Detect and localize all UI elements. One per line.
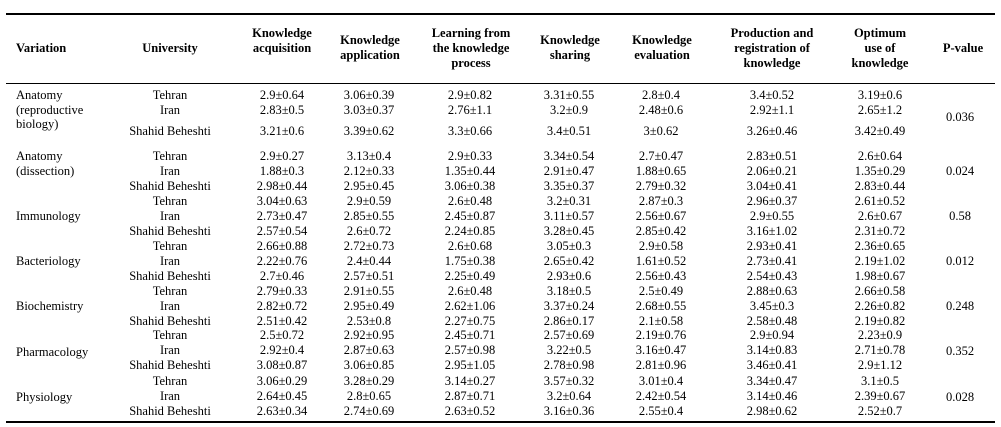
table-cell: 3.16±0.36 [543,404,595,418]
table-cell: 2.56±0.67 [635,209,687,223]
table-cell: 3.21±0.6 [259,124,305,138]
header-variation: Variation [16,41,67,55]
table-cell: 2.57±0.98 [444,343,496,357]
table-cell: 2.27±0.75 [444,314,496,328]
table-cell: 2.23±0.9 [857,328,903,342]
row-university: Iran [159,209,181,223]
table-cell: 2.62±1.06 [444,299,496,313]
row-university: Iran [159,103,181,117]
table-cell: 3.28±0.45 [543,224,595,238]
table-cell: 2.98±0.62 [746,404,798,418]
table-cell: 2.87±0.63 [343,343,395,357]
table-cell: 2.7±0.46 [259,269,305,283]
table-cell: 3.18±0.5 [546,284,592,298]
table-cell: 2.71±0.78 [854,343,906,357]
table-cell: 2.24±0.85 [444,224,496,238]
table-cell: 2.9±0.55 [749,209,795,223]
table-cell: 2.5±0.49 [638,284,684,298]
table-header-rule [6,83,995,84]
table-cell: 3.14±0.27 [444,374,496,388]
row-university: Tehran [152,374,188,388]
table-cell: 2.66±0.88 [256,239,308,253]
row-p-value: 0.58 [949,209,971,223]
table-cell: 3.14±0.83 [746,343,798,357]
table-cell: 2.6±0.68 [447,239,493,253]
row-p-value: 0.248 [945,299,975,313]
row-variation: Immunology [16,209,81,223]
table-cell: 2.5±0.72 [259,328,305,342]
table-cell: 2.95±1.05 [444,358,496,372]
row-university: Shahid Beheshti [129,179,211,193]
table-cell: 2.92±0.95 [343,328,395,342]
table-cell: 1.88±0.65 [635,164,687,178]
table-cell: 2.53±0.8 [346,314,392,328]
table-cell: 1.35±0.29 [854,164,906,178]
row-university: Shahid Beheshti [129,224,211,238]
table-cell: 2.92±0.4 [259,343,305,357]
table-cell: 2.73±0.47 [256,209,308,223]
table-cell: 2.8±0.4 [641,88,681,102]
table-cell: 2.9±0.59 [346,194,392,208]
row-university: Tehran [152,328,188,342]
table-cell: 2.42±0.54 [635,389,687,403]
table-top-rule [6,13,995,15]
row-university: Iran [159,389,181,403]
table-cell: 2.57±0.54 [256,224,308,238]
row-university: Tehran [152,194,188,208]
header-p-value: P-value [942,41,984,55]
table-cell: 3.05±0.3 [546,239,592,253]
table-cell: 3.04±0.41 [746,179,798,193]
row-university: Shahid Beheshti [129,314,211,328]
row-variation: Pharmacology [16,345,89,359]
table-cell: 3.39±0.62 [343,124,395,138]
table-cell: 3.42±0.49 [854,124,906,138]
table-cell: 3.35±0.37 [543,179,595,193]
table-cell: 2.55±0.4 [638,404,684,418]
table-cell: 3.22±0.5 [546,343,592,357]
table-cell: 2.87±0.3 [638,194,684,208]
table-cell: 2.68±0.55 [635,299,687,313]
row-university: Shahid Beheshti [129,404,211,418]
table-cell: 3.46±0.41 [746,358,798,372]
table-cell: 2.96±0.37 [746,194,798,208]
table-cell: 1.61±0.52 [635,254,687,268]
table-cell: 2.6±0.48 [447,284,493,298]
table-cell: 2.9±0.82 [447,88,493,102]
table-cell: 2.51±0.42 [256,314,308,328]
table-cell: 2.19±1.02 [854,254,906,268]
row-university: Iran [159,164,181,178]
table-cell: 3.06±0.29 [256,374,308,388]
table-cell: 3.37±0.24 [543,299,595,313]
row-variation: Bacteriology [16,254,81,268]
table-cell: 3.16±0.47 [635,343,687,357]
table-cell: 2.39±0.67 [854,389,906,403]
table-cell: 2.56±0.43 [635,269,687,283]
table-cell: 3.26±0.46 [746,124,798,138]
row-university: Tehran [152,239,188,253]
table-cell: 2.1±0.58 [638,314,684,328]
row-p-value: 0.012 [945,254,975,268]
table-cell: 2.25±0.49 [444,269,496,283]
table-cell: 2.85±0.55 [343,209,395,223]
table-cell: 2.9±0.94 [749,328,795,342]
table-cell: 2.65±1.2 [857,103,903,117]
table-cell: 3.4±0.52 [749,88,795,102]
table-cell: 2.72±0.73 [343,239,395,253]
table-cell: 2.64±0.45 [256,389,308,403]
table-cell: 2.81±0.96 [635,358,687,372]
table-cell: 2.48±0.6 [638,103,684,117]
table-cell: 3.57±0.32 [543,374,595,388]
table-cell: 2.45±0.71 [444,328,496,342]
table-cell: 2.9±1.12 [857,358,903,372]
header-knowledge-acquisition: Knowledge acquisition [252,26,312,55]
table-cell: 2.19±0.82 [854,314,906,328]
row-variation: Anatomy (dissection) [16,149,75,178]
row-university: Iran [159,299,181,313]
table-cell: 2.61±0.52 [854,194,906,208]
table-cell: 1.88±0.3 [259,164,305,178]
table-cell: 2.6±0.64 [857,149,903,163]
table-cell: 2.7±0.47 [638,149,684,163]
row-university: Shahid Beheshti [129,124,211,138]
header-knowledge-evaluation: Knowledge evaluation [632,33,692,62]
table-cell: 2.06±0.21 [746,164,798,178]
table-cell: 3.04±0.63 [256,194,308,208]
table-cell: 2.4±0.44 [346,254,392,268]
table-cell: 2.63±0.52 [444,404,496,418]
table-cell: 1.98±0.67 [854,269,906,283]
table-cell: 2.57±0.69 [543,328,595,342]
table-cell: 3.2±0.31 [546,194,592,208]
table-cell: 2.88±0.63 [746,284,798,298]
table-cell: 2.63±0.34 [256,404,308,418]
row-p-value: 0.028 [945,390,975,404]
table-cell: 2.82±0.72 [256,299,308,313]
table-cell: 2.58±0.48 [746,314,798,328]
table-cell: 2.22±0.76 [256,254,308,268]
row-p-value: 0.352 [945,344,975,358]
row-university: Tehran [152,149,188,163]
table-cell: 2.86±0.17 [543,314,595,328]
row-university: Shahid Beheshti [129,269,211,283]
table-cell: 2.54±0.43 [746,269,798,283]
table-cell: 2.57±0.51 [343,269,395,283]
table-cell: 3.2±0.64 [546,389,592,403]
table-cell: 2.91±0.47 [543,164,595,178]
table-cell: 3.4±0.51 [546,124,592,138]
table-cell: 3.31±0.55 [543,88,595,102]
table-cell: 2.76±1.1 [447,103,493,117]
table-cell: 3.34±0.54 [543,149,595,163]
header-optimum-use: Optimum use of knowledge [851,26,909,70]
table-cell: 2.8±0.65 [346,389,392,403]
table-cell: 2.9±0.33 [447,149,493,163]
table-cell: 1.35±0.44 [444,164,496,178]
table-cell: 3.45±0.3 [749,299,795,313]
table-cell: 3.2±0.9 [549,103,589,117]
table-cell: 2.98±0.44 [256,179,308,193]
table-cell: 2.31±0.72 [854,224,906,238]
table-cell: 2.78±0.98 [543,358,595,372]
table-cell: 2.6±0.67 [857,209,903,223]
row-p-value: 0.036 [945,110,975,124]
row-university: Tehran [152,284,188,298]
table-cell: 3.03±0.37 [343,103,395,117]
table-cell: 2.87±0.71 [444,389,496,403]
header-knowledge-sharing: Knowledge sharing [540,33,600,62]
table-cell: 2.26±0.82 [854,299,906,313]
table-cell: 2.83±0.51 [746,149,798,163]
table-cell: 2.79±0.32 [635,179,687,193]
table-cell: 2.12±0.33 [343,164,395,178]
table-cell: 2.9±0.64 [259,88,305,102]
row-university: Iran [159,343,181,357]
table-cell: 3.1±0.5 [860,374,900,388]
table-cell: 2.9±0.27 [259,149,305,163]
table-cell: 2.74±0.69 [343,404,395,418]
table-cell: 3±0.62 [643,124,679,138]
table-cell: 3.08±0.87 [256,358,308,372]
table-cell: 3.11±0.57 [543,209,595,223]
table-cell: 3.28±0.29 [343,374,395,388]
table-cell: 2.91±0.55 [343,284,395,298]
table-cell: 3.13±0.4 [346,149,392,163]
table-cell: 3.14±0.46 [746,389,798,403]
table-cell: 2.95±0.49 [343,299,395,313]
header-learning-from-knowledge-process: Learning from the knowledge process [431,26,511,70]
table-cell: 2.73±0.41 [746,254,798,268]
table-cell: 3.06±0.38 [444,179,496,193]
row-university: Shahid Beheshti [129,358,211,372]
table-cell: 2.83±0.44 [854,179,906,193]
table-cell: 2.36±0.65 [854,239,906,253]
table-cell: 1.75±0.38 [444,254,496,268]
table-cell: 2.9±0.58 [638,239,684,253]
header-university: University [142,41,198,55]
table-cell: 2.93±0.6 [546,269,592,283]
table-cell: 2.19±0.76 [635,328,687,342]
table-cell: 3.34±0.47 [746,374,798,388]
header-production-registration: Production and registration of knowledge [730,26,814,70]
row-university: Tehran [152,88,188,102]
table-cell: 2.66±0.58 [854,284,906,298]
table-cell: 2.79±0.33 [256,284,308,298]
table-cell: 2.95±0.45 [343,179,395,193]
table-cell: 3.01±0.4 [638,374,684,388]
table-cell: 2.65±0.42 [543,254,595,268]
table-cell: 2.45±0.87 [444,209,496,223]
row-variation: Biochemistry [16,299,84,313]
table-cell: 3.16±1.02 [746,224,798,238]
table-cell: 2.52±0.7 [857,404,903,418]
row-university: Iran [159,254,181,268]
header-knowledge-application: Knowledge application [340,33,400,62]
table-bottom-rule [6,421,995,423]
table-cell: 2.92±1.1 [749,103,795,117]
table-cell: 2.6±0.48 [447,194,493,208]
row-variation: Anatomy (reproductive biology) [16,88,84,131]
table-cell: 2.83±0.5 [259,103,305,117]
row-p-value: 0.024 [945,164,975,178]
table-cell: 2.6±0.72 [346,224,392,238]
table-cell: 2.85±0.42 [635,224,687,238]
table-cell: 3.06±0.39 [343,88,395,102]
row-variation: Physiology [16,390,73,404]
table-cell: 3.3±0.66 [447,124,493,138]
table-cell: 3.19±0.6 [857,88,903,102]
table-cell: 3.06±0.85 [343,358,395,372]
table-cell: 2.93±0.41 [746,239,798,253]
